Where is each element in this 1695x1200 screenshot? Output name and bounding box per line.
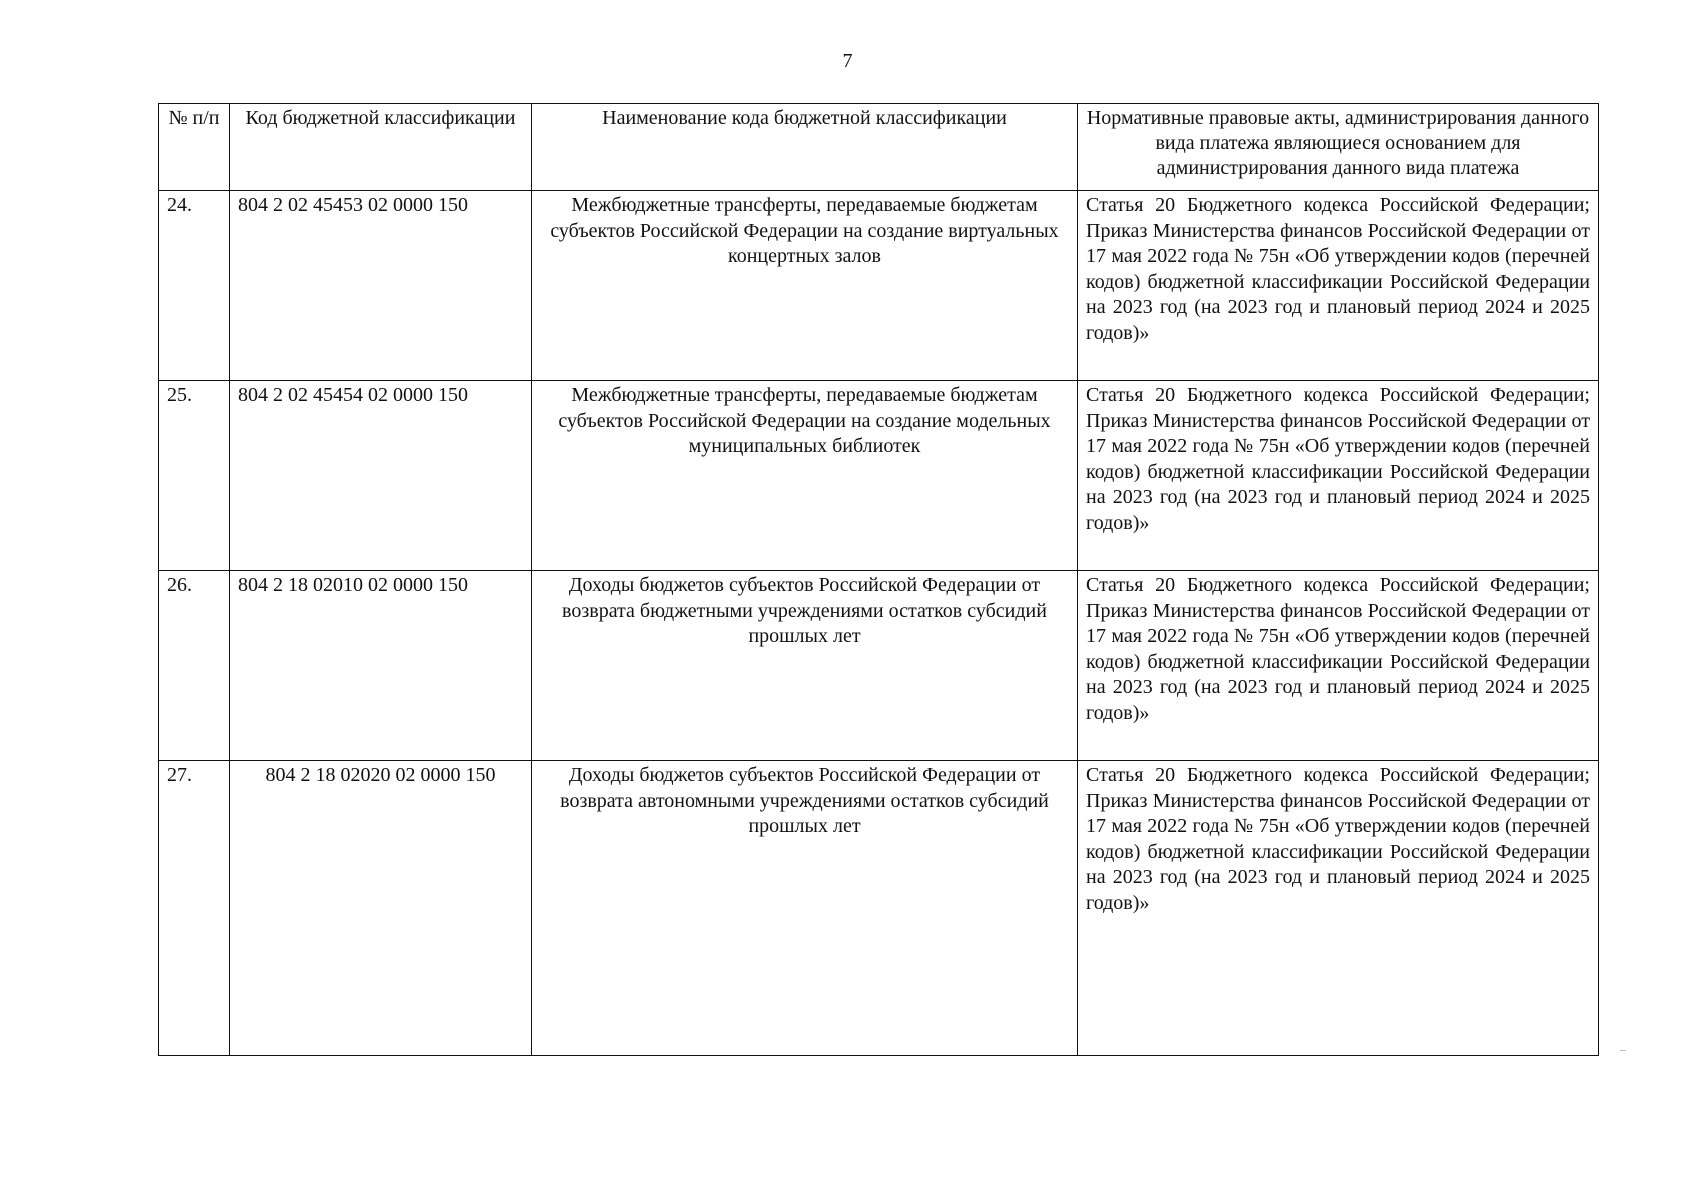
code-name: Доходы бюджетов субъектов Российской Федерации от возврата бюджетными учреждениями остатков субсидий прошлых лет — [532, 571, 1078, 761]
header-name: Наименование кода бюджетной классификации — [532, 104, 1078, 191]
scan-mark — [1620, 1050, 1626, 1051]
table-row — [159, 571, 1599, 761]
code-name: Межбюджетные трансферты, передаваемые бюджетам субъектов Российской Федерации на создание виртуальных концертных залов — [532, 191, 1078, 381]
legal-acts: Статья 20 Бюджетного кодекса Российской Федерации; Приказ Министерства финансов Российской Федерации от 17 мая 2022 года № 75н «Об утверждении кодов (перечней кодов) бюджетной классификации Российской Федерации на 2023 год (на 2023 год и плановый период 2024 и 2025 годов)» — [1078, 191, 1599, 381]
header-row — [159, 104, 1599, 191]
legal-acts: Статья 20 Бюджетного кодекса Российской Федерации; Приказ Министерства финансов Российской Федерации от 17 мая 2022 года № 75н «Об утверждении кодов (перечней кодов) бюджетной классификации Российской Федерации на 2023 год (на 2023 год и плановый период 2024 и 2025 годов)» — [1078, 761, 1599, 1056]
budget-code: 804 2 02 45454 02 0000 150 — [230, 381, 532, 571]
page-number: 7 — [842, 50, 853, 72]
header-code: Код бюджетной классификации — [230, 104, 532, 191]
row-number: 27. — [159, 761, 230, 1056]
header-acts: Нормативные правовые акты, администрирования данного вида платежа являющиеся основанием для администрирования данного вида платежа — [1078, 104, 1599, 191]
row-number: 25. — [159, 381, 230, 571]
header-num: № п/п — [159, 104, 230, 191]
table-body — [159, 191, 1599, 1056]
code-name: Доходы бюджетов субъектов Российской Федерации от возврата автономными учреждениями остатков субсидий прошлых лет — [532, 761, 1078, 1056]
code-name: Межбюджетные трансферты, передаваемые бюджетам субъектов Российской Федерации на создание модельных муниципальных библиотек — [532, 381, 1078, 571]
budget-code: 804 2 18 02010 02 0000 150 — [230, 571, 532, 761]
legal-acts: Статья 20 Бюджетного кодекса Российской Федерации; Приказ Министерства финансов Российской Федерации от 17 мая 2022 года № 75н «Об утверждении кодов (перечней кодов) бюджетной классификации Российской Федерации на 2023 год (на 2023 год и плановый период 2024 и 2025 годов)» — [1078, 381, 1599, 571]
table-header — [159, 104, 1599, 191]
table-row — [159, 191, 1599, 381]
row-number: 24. — [159, 191, 230, 381]
table-row — [159, 761, 1599, 1056]
budget-code: 804 2 18 02020 02 0000 150 — [230, 761, 532, 1056]
budget-classification-table — [158, 103, 1599, 1056]
legal-acts: Статья 20 Бюджетного кодекса Российской Федерации; Приказ Министерства финансов Российской Федерации от 17 мая 2022 года № 75н «Об утверждении кодов (перечней кодов) бюджетной классификации Российской Федерации на 2023 год (на 2023 год и плановый период 2024 и 2025 годов)» — [1078, 571, 1599, 761]
row-number: 26. — [159, 571, 230, 761]
budget-code: 804 2 02 45453 02 0000 150 — [230, 191, 532, 381]
table-row — [159, 381, 1599, 571]
